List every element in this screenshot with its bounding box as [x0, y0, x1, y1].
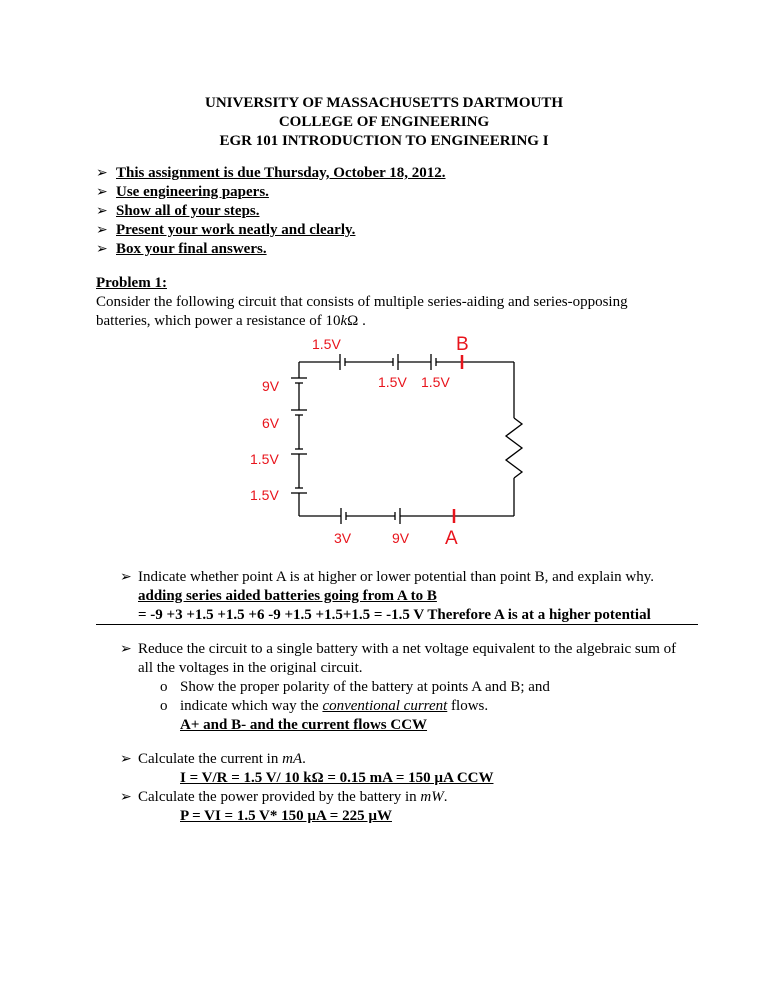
bullet-arrow-icon: ➢	[120, 642, 132, 657]
label-9v-left: 9V	[262, 378, 280, 394]
label-point-b: B	[456, 334, 469, 355]
problem-intro-line2: batteries, which power a resistance of 10kΩ .	[96, 313, 366, 329]
q2-sub2: indicate which way the conventional current flows.	[180, 698, 489, 714]
instruction-item: This assignment is due Thursday, October 18, 2012.	[116, 165, 446, 181]
sub-bullet-icon: o	[160, 679, 168, 695]
q4-text: Calculate the power provided by the battery in mW.	[138, 789, 448, 805]
label-1-5v-left-1: 1.5V	[250, 451, 279, 467]
label-top-1-5v-3: 1.5V	[421, 374, 450, 390]
q1-answer-line1: adding series aided batteries going from A to B	[138, 588, 437, 604]
q1-answer-underline	[96, 624, 698, 625]
bullet-arrow-icon: ➢	[96, 185, 108, 200]
bullet-arrow-icon: ➢	[120, 790, 132, 805]
q2-sub1: Show the proper polarity of the battery at points A and B; and	[180, 679, 550, 695]
instruction-item: Box your final answers.	[116, 241, 267, 257]
header-college: COLLEGE OF ENGINEERING	[278, 114, 490, 130]
bullet-arrow-icon: ➢	[96, 204, 108, 219]
q1-answer-line2: = -9 +3 +1.5 +1.5 +6 -9 +1.5 +1.5+1.5 = -1.5 V Therefore A is at a higher potential	[138, 607, 651, 623]
q2-answer: A+ and B- and the current flows CCW	[180, 717, 428, 733]
q2-text-line2: all the voltages in the original circuit.	[138, 660, 363, 676]
q3-text: Calculate the current in mA.	[138, 751, 306, 767]
instruction-item: Show all of your steps.	[116, 203, 260, 219]
q1-text: Indicate whether point A is at higher or lower potential than point B, and explain why.	[138, 569, 654, 585]
label-point-a: A	[445, 528, 458, 549]
bullet-arrow-icon: ➢	[96, 166, 108, 181]
bullet-arrow-icon: ➢	[120, 752, 132, 767]
q4-answer: P = VI = 1.5 V* 150 µA = 225 µW	[180, 808, 392, 824]
bullet-arrow-icon: ➢	[96, 223, 108, 238]
label-top-1-5v: 1.5V	[312, 336, 341, 352]
bullet-arrow-icon: ➢	[120, 570, 132, 585]
bullet-arrow-icon: ➢	[96, 242, 108, 257]
instruction-item: Present your work neatly and clearly.	[116, 222, 356, 238]
label-9v-bottom: 9V	[392, 530, 410, 546]
header-university: UNIVERSITY OF MASSACHUSETTS DARTMOUTH	[204, 95, 563, 111]
label-top-1-5v-2: 1.5V	[378, 374, 407, 390]
label-3v: 3V	[334, 530, 352, 546]
problem-intro-line1: Consider the following circuit that consists of multiple series-aiding and series-opposing	[96, 294, 628, 310]
label-6v: 6V	[262, 415, 280, 431]
problem-title: Problem 1:	[96, 275, 167, 291]
q2-text-line1: Reduce the circuit to a single battery with a net voltage equivalent to the algebraic sum of	[138, 641, 677, 657]
q3-answer: I = V/R = 1.5 V/ 10 kΩ = 0.15 mA = 150 µA CCW	[180, 770, 494, 786]
label-1-5v-left-2: 1.5V	[250, 487, 279, 503]
instruction-item: Use engineering papers.	[116, 184, 269, 200]
header-course: EGR 101 INTRODUCTION TO ENGINEERING I	[219, 133, 549, 149]
sub-bullet-icon: o	[160, 698, 168, 714]
